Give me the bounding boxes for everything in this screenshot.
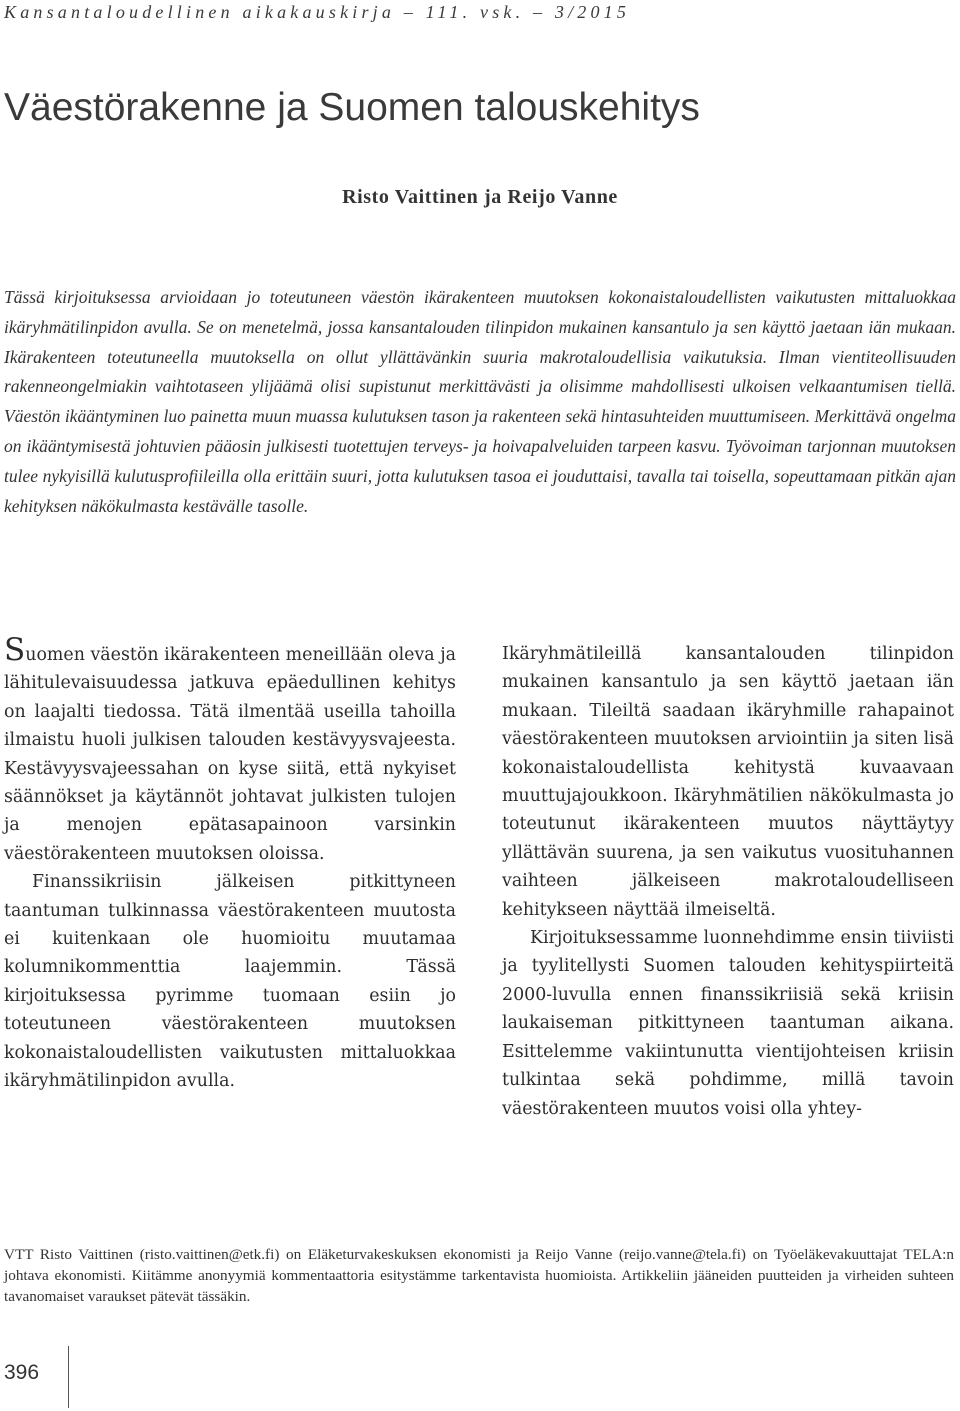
drop-cap: S (4, 632, 26, 668)
body-paragraph: Kirjoituksessamme luonnehdimme ensin tiiviisti ja tyylitellysti Suomen talouden kehityspiirteitä 2000-luvulla ennen finanssikriisiä sekä kriisin laukaiseman pitkittyneen taantuman aikana. Esittelemme vakiintunutta vientijohteisen kriisin tulkintaa sekä pohdimme, millä tavoin väestörakenteen muutos voisi olla yhtey- (502, 928, 954, 1119)
article-authors: Risto Vaittinen ja Reijo Vanne (342, 186, 618, 208)
article-title: Väestörakenne ja Suomen talouskehitys (4, 86, 700, 129)
author-footnote: VTT Risto Vaittinen (risto.vaittinen@etk.fi) on Eläketurvakeskuksen ekonomisti ja Reijo Vanne (reijo.vanne@tela.fi) on Työeläkevakuuttajat TELA:n johtava ekonomisti. Kiitämme anonyymiä kommentaattoria esitystämme tarkentavista huomioista. Artikkeliin jääneiden puutteiden ja virheiden suhteen tavanomaiset varaukset pätevät tässäkin. (4, 1246, 954, 1305)
body-paragraph (4, 632, 456, 868)
body-paragraph: Ikäryhmätileillä kansantalouden tilinpidon mukainen kansantulo ja sen käyttö jaetaan iän mukaan. Tileiltä saadaan ikäryhmille rahapainot väestörakenteen muutoksen arviointiin ja siten lisä kokonaistaloudellista kehitystä kuvaavaan muuttujajoukkoon. Ikäryhmätilien näkökulmasta jo toteutunut ikärakenteen muutos näyttäytyy yllättävän suurena, ja sen vaikutus vuosituhannen vaihteen jälkeiseen makrotaloudelliseen kehitykseen näyttää ilmeiseltä. (502, 644, 954, 920)
running-header: Kansantaloudellinen aikakauskirja – 111. vsk. – 3/2015 (4, 2, 631, 22)
body-column-left (4, 632, 456, 1096)
body-paragraph-text: uomen väestön ikärakenteen meneillään oleva ja lähitulevaisuudessa jatkuva epäedullinen kehitys on laajalti tiedossa. Tätä ilmentää useilla tahoilla ilmaistu huoli julkisen talouden kestävyysvajeesta. Kestävyysvajeessahan on kyse siitä, että nykyiset säännökset ja käytännöt johtavat julkisten tulojen ja menojen epätasapainoon varsinkin väestörakenteen muutoksen oloissa. (4, 645, 456, 864)
page-number: 396 (4, 1361, 40, 1384)
body-paragraph: Finanssikriisin jälkeisen pitkittyneen taantuman tulkinnassa väestörakenteen muutosta ei kuitenkaan ole huomioitu muutamaa kolumnikommenttia laajemmin. Tässä kirjoituksessa pyrimme tuomaan esiin jo toteutuneen väestörakenteen muutoksen kokonaistaloudellisten vaikutusten mittaluokkaa ikäryhmätilinpidon avulla. (4, 872, 456, 1092)
body-column-right (502, 640, 954, 1123)
article-abstract: Tässä kirjoituksessa arvioidaan jo toteutuneen väestön ikärakenteen muutoksen kokonaistaloudellisten vaikutusten mittaluokkaa ikäryhmätilinpidon avulla. Se on menetelmä, jossa kansantalouden tilinpidon mukainen kansantulo ja sen käyttö jaetaan iän mukaan. Ikärakenteen toteutuneella muutoksella on ollut yllättävänkin suuria makrotaloudellisia vaikutuksia. Ilman vientiteollisuuden rakenneongelmiakin vaihtotaseen ylijäämä olisi supistunut merkittävästi ja olisimme mahdollisesti ulkoisen velkaantumisen tiellä. Väestön ikääntyminen luo painetta muun muassa kulutuksen tason ja rakenteen sekä hintasuhteiden muuttumiseen. Merkittävä ongelma on ikääntymisestä johtuvien pääosin julkisesti tuotettujen terveys- ja hoivapalveluiden tarpeen kasvu. Työvoiman tarjonnan muutoksen tulee nykyisillä kulutusprofiileilla olla erittäin suuri, jotta kulutuksen tasoa ei jouduttaisi, tavalla tai toisella, sopeuttamaan pitkän ajan kehityksen näkökulmasta kestävälle tasolle. (4, 287, 956, 516)
page-number-divider (68, 1346, 69, 1408)
